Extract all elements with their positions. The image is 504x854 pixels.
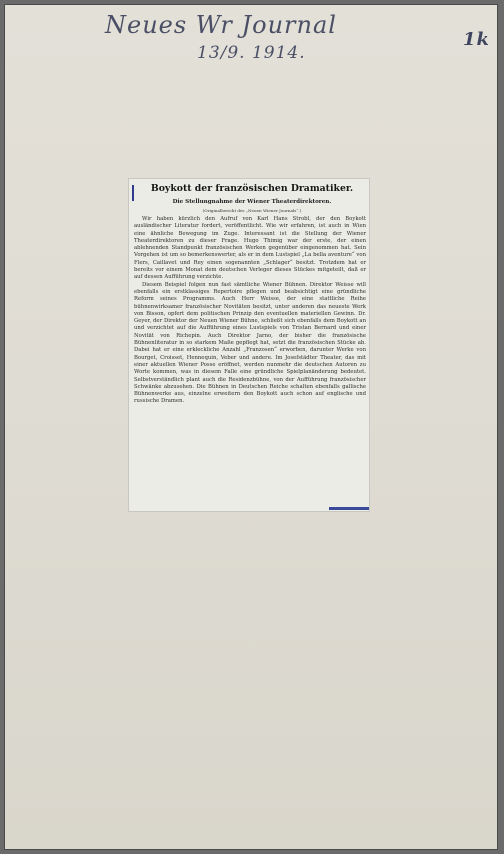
article-subhead: Die Stellungnahme der Wiener Theaterdirektoren. <box>172 199 332 205</box>
article-body <box>134 216 366 406</box>
blue-pencil-underline <box>329 507 369 510</box>
article-paragraph: Diesem Beispiel folgen nun fast sämtliche Wiener Bühnen. Direktor Weisse will ebenfalls ein erstklassiges Repertoire pflegen und beabsichtigt eine gründliche Reform seines Programms. Auch Herr Weisse, der eine stattliche Reihe bühnenwirksamer französischer Novitäten besitzt, unter anderen das neueste Werk von Bisson, opfert dem politischen Prinzip den eventuellen materiellen Gewinn. Dr. Geyer, der Direktor der Neuen Wiener Bühne, schließt sich ebenfalls dem Boykott an und verzichtet auf die Aufführung eines Lustspiels von Tristan Bernard und einer Novität von Richepin. Auch Direktor Jarno, der bisher die französische Bühnenliteratur in so starkem Maße gepflegt hat, setzt die französischen Stücke ab. Dabei hat er eine erkleckliche Anzahl „Franzosen“ erworben, darunter Werke von Bourget, Croisset, Hennequin, Veber und andere. Im Josefstädter Theater, das mit einer aktuellen Wiener Posse eröffnet, werden nunmehr die deutschen Autoren zu Worte kommen, was in diesem Falle eine gründliche Spielplanänderung bedeutet. Selbstverständlich plant auch die Residenzbühne, von der Aufführung französischer Schwänke abzusehen. Die Bühnen in Deutschen Reiche schalten ebenfalls gallische Bühnenwerke aus, einzelne erweitern den Boykott auch schon auf englische und russische Dramen. <box>134 281 366 405</box>
article-paragraph: Wir haben kürzlich den Aufruf von Karl Hans Strobl, der den Boykott ausländischer Literatur fordert, veröffentlicht. Wie wir erfahren, ist auch in Wien eine ähnliche Bewegung im Zuge. Interessant ist die Stellung der Wiener Theaterdirektoren zu dieser Frage. Hugo Thimig war der erste, der einen ablehnenden Standpunkt französischen Werken gegenüber eingenommen hat. Sein Vorgehen ist um so bemerkenswerter, als er in dem Lustspiel „La bella aventure“ von Flers, Caillavet und Rey einen sogenannten „Schlager“ besitzt. Trotzdem hat er bereits vor einem Monat dem deutschen Verleger dieses Stückes mitgeteilt, daß er auf dessen Aufführung verzichte. <box>134 216 366 281</box>
handwritten-corner-mark: 1k <box>463 29 490 50</box>
blue-pencil-mark <box>132 185 134 201</box>
handwritten-source-note: Neues Wr Journal <box>105 11 337 39</box>
newspaper-clipping <box>129 179 369 511</box>
article-headline: Boykott der französischen Dramatiker. <box>150 183 354 194</box>
article-credit: (Originalbericht des „Neuen Wiener Journals“.) <box>202 208 302 213</box>
archive-page <box>4 4 498 850</box>
handwritten-date-note: 13/9. 1914. <box>197 43 306 63</box>
